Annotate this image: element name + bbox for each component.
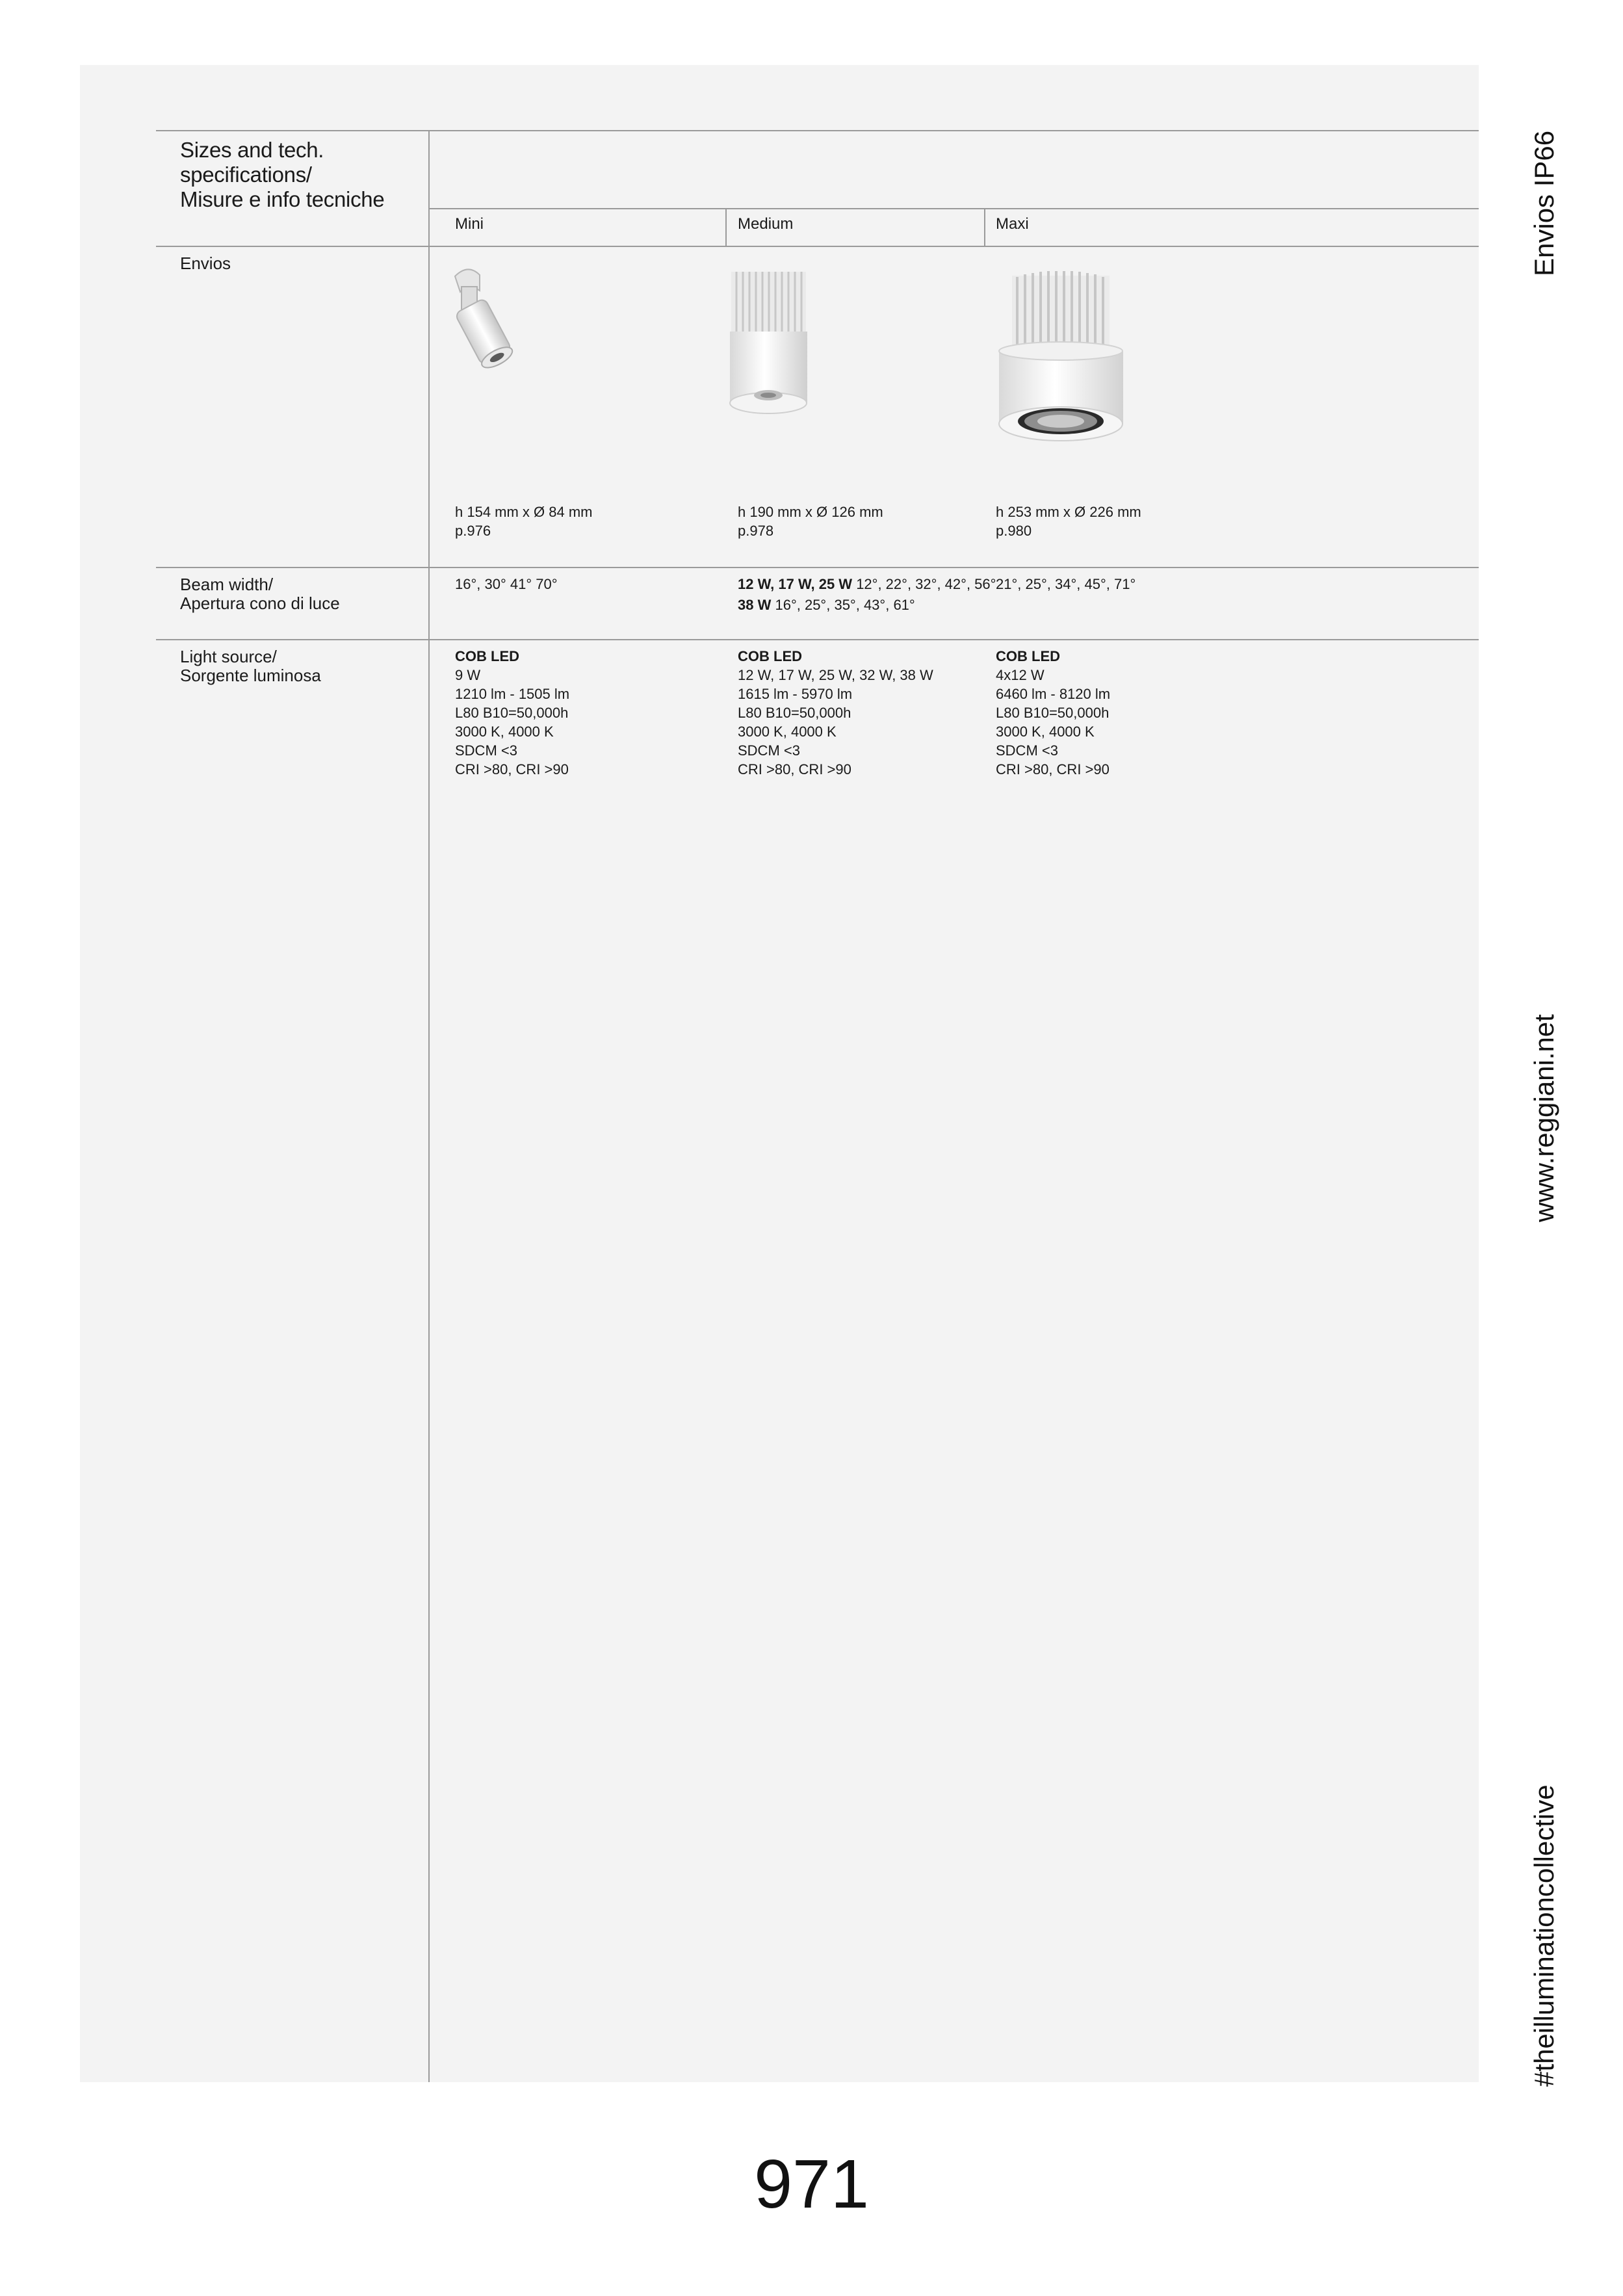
- column-header-maxi: Maxi: [996, 215, 1029, 233]
- mini-light-source: [455, 647, 569, 779]
- spec-line: SDCM <3: [738, 742, 800, 759]
- spec-line: 6460 lm - 8120 lm: [996, 686, 1111, 702]
- spec-line: COB LED: [996, 648, 1060, 664]
- medium-beam-watts-1: 12 W, 17 W, 25 W: [738, 576, 853, 592]
- table-title-line3: Misure e info tecniche: [180, 187, 385, 211]
- maxi-light-source: [996, 647, 1110, 779]
- column-header-medium: Medium: [738, 215, 794, 233]
- spec-line: SDCM <3: [455, 742, 517, 759]
- downlight-medium-icon: [725, 267, 812, 419]
- spec-line: SDCM <3: [996, 742, 1058, 759]
- row-divider-light: [156, 639, 1479, 640]
- row-label-beam-line1: Beam width/: [180, 575, 274, 594]
- medium-beam-line1: [738, 575, 996, 594]
- spec-line: 3000 K, 4000 K: [738, 724, 837, 740]
- label-column-divider: [428, 130, 430, 2082]
- side-label-hashtag: #theilluminationcollective: [1529, 1784, 1559, 2087]
- row-divider-beam: [156, 567, 1479, 568]
- row-label-light-line1: Light source/: [180, 647, 277, 666]
- medium-light-source: [738, 647, 933, 779]
- maxi-size: h 253 mm x Ø 226 mm: [996, 504, 1141, 520]
- side-label-website[interactable]: www.reggiani.net: [1529, 1014, 1559, 1222]
- spec-line: 1210 lm - 1505 lm: [455, 686, 570, 702]
- column-header-rule-top: [429, 208, 1479, 209]
- mini-page-ref[interactable]: p.976: [455, 523, 491, 539]
- spec-line: CRI >80, CRI >90: [455, 761, 569, 777]
- side-label-product: Envios IP66: [1529, 130, 1559, 276]
- column-header-mini: Mini: [455, 215, 484, 233]
- table-title-line1: Sizes and tech.: [180, 138, 324, 162]
- table-title-line2: specifications/: [180, 163, 312, 187]
- spec-line: 9 W: [455, 667, 481, 683]
- medium-beam-line2: [738, 595, 915, 614]
- maxi-beam: 21°, 25°, 34°, 45°, 71°: [996, 576, 1136, 592]
- spec-line: 12 W, 17 W, 25 W, 32 W, 38 W: [738, 667, 933, 683]
- spec-line: COB LED: [455, 648, 519, 664]
- spec-line: L80 B10=50,000h: [996, 705, 1110, 721]
- spec-line: CRI >80, CRI >90: [738, 761, 851, 777]
- column-header-rule-bottom: [156, 246, 1479, 247]
- downlight-maxi-icon: [991, 268, 1131, 453]
- spec-line: L80 B10=50,000h: [455, 705, 569, 721]
- medium-size: h 190 mm x Ø 126 mm: [738, 504, 883, 520]
- medium-beam-watts-2: 38 W: [738, 597, 772, 613]
- medium-beam-angles-1: 12°, 22°, 32°, 42°, 56°: [852, 576, 996, 592]
- spec-line: L80 B10=50,000h: [738, 705, 851, 721]
- spec-line: 4x12 W: [996, 667, 1045, 683]
- spec-line: CRI >80, CRI >90: [996, 761, 1110, 777]
- row-label-envios: Envios: [180, 254, 231, 273]
- row-label-beam-line2: Apertura cono di luce: [180, 594, 340, 613]
- mini-beam: 16°, 30° 41° 70°: [455, 576, 558, 592]
- medium-beam-angles-2: 16°, 25°, 35°, 43°, 61°: [771, 597, 915, 613]
- medium-page-ref[interactable]: p.978: [738, 523, 774, 539]
- spec-line: 3000 K, 4000 K: [455, 724, 554, 740]
- col-divider-medium: [725, 208, 727, 246]
- page-number: 971: [754, 2146, 869, 2223]
- col-divider-maxi: [984, 208, 985, 246]
- spec-line: COB LED: [738, 648, 802, 664]
- maxi-page-ref[interactable]: p.980: [996, 523, 1032, 539]
- spec-line: 1615 lm - 5970 lm: [738, 686, 853, 702]
- table-top-rule: [156, 130, 1479, 131]
- mini-size: h 154 mm x Ø 84 mm: [455, 504, 593, 520]
- row-label-light-line2: Sorgente luminosa: [180, 666, 321, 685]
- spotlight-mini-icon: [442, 263, 526, 380]
- spec-line: 3000 K, 4000 K: [996, 724, 1095, 740]
